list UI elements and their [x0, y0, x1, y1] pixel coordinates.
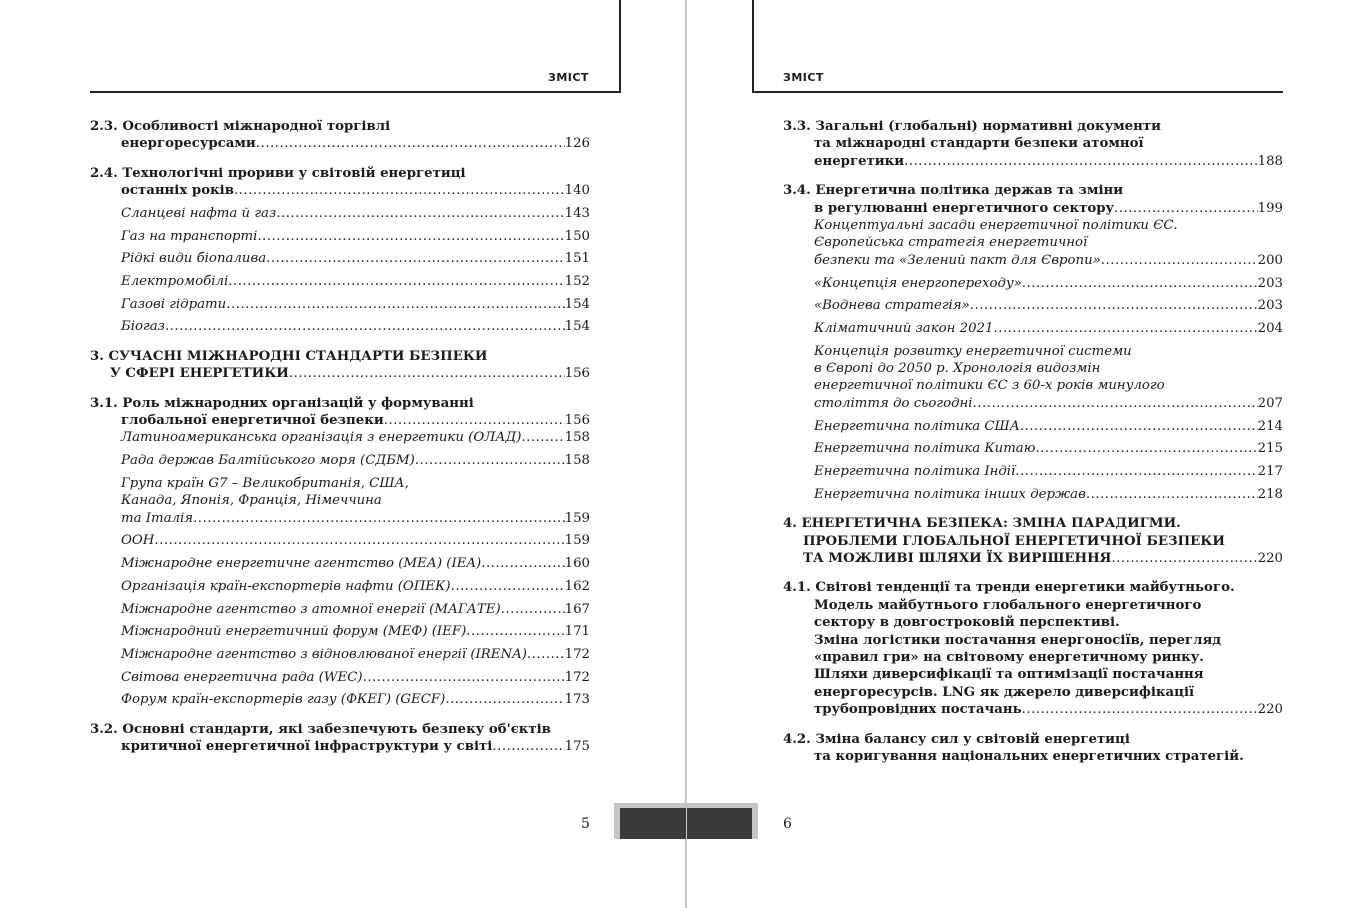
toc-entry-title: Енергетична політика Індії	[814, 463, 1016, 479]
toc-entry-title: ТА МОЖЛИВІ ШЛЯХИ ЇХ ВИРІШЕННЯ	[803, 550, 1112, 566]
toc-entry[interactable]	[90, 205, 590, 222]
toc-page-number: 175	[564, 739, 590, 755]
dot-leader	[266, 250, 564, 267]
toc-entry-title: останніх років	[121, 183, 234, 199]
toc-entry-line: сектору в довгостроковій перспективі.	[814, 615, 1120, 631]
toc-entry[interactable]	[90, 273, 590, 290]
header-vertical-rule	[619, 0, 621, 93]
toc-entry-line: Шляхи диверсифікації та оптимізації постачання	[814, 667, 1204, 683]
toc-entry-line: Зміна логістики постачання енергоносіїв, перегляд	[814, 632, 1222, 648]
toc-entry[interactable]	[90, 475, 590, 527]
toc-page-number: 156	[564, 366, 590, 382]
toc-entry[interactable]	[90, 601, 590, 618]
page-tab-left	[614, 803, 686, 839]
toc-entry-line: Канада, Японія, Франція, Німеччина	[121, 493, 382, 509]
toc-entry[interactable]	[783, 418, 1283, 435]
dot-leader	[384, 412, 565, 429]
toc-entry[interactable]	[90, 429, 590, 446]
toc-entry-line: 4.2. Зміна балансу сил у світовій енергетиці	[783, 731, 1130, 747]
toc-entry-title: Енергетична політика США	[814, 418, 1020, 434]
toc-entry[interactable]	[783, 118, 1283, 170]
toc-page-number: 154	[564, 319, 590, 335]
toc-entry-title: критичної енергетичної інфраструктури у світі	[121, 739, 493, 755]
toc-entry-line: ПРОБЛЕМИ ГЛОБАЛЬНОЇ ЕНЕРГЕТИЧНОЇ БЕЗПЕКИ	[803, 533, 1225, 549]
toc-entry[interactable]	[90, 721, 590, 756]
toc-entry-line: «правил гри» на світовому енергетичному ринку.	[814, 649, 1204, 665]
toc-page-number: 207	[1257, 395, 1283, 411]
toc-page-number: 215	[1257, 441, 1283, 457]
toc-entry-title: Міжнародне агентство з атомної енергії (МАГАТЕ)	[121, 601, 501, 617]
table-of-contents	[783, 118, 1283, 765]
toc-entry[interactable]	[90, 669, 590, 686]
toc-entry-line: 3.4. Енергетична політика держав та зміни	[783, 183, 1124, 199]
toc-entry-title: Міжнародне агентство з відновлюваної енергії (IRENA)	[121, 646, 527, 662]
dot-leader	[481, 555, 564, 572]
toc-entry-line: енергетичної політики ЄС з 60-х років минулого	[814, 378, 1165, 394]
toc-entry-line: та міжнародні стандарти безпеки атомної	[814, 136, 1144, 152]
toc-page-number: 200	[1257, 252, 1283, 268]
toc-entry[interactable]	[90, 165, 590, 200]
toc-entry-title: Кліматичний закон 2021	[814, 320, 994, 336]
toc-entry[interactable]	[90, 118, 590, 153]
toc-entry-title: Електромобілі	[121, 274, 229, 290]
dot-leader	[154, 532, 564, 549]
toc-entry-title: Енергетична політика Китаю	[814, 441, 1036, 457]
toc-entry[interactable]	[783, 320, 1283, 337]
toc-entry-title: Світова енергетична рада (WEC)	[121, 669, 363, 685]
toc-entry-line: Модель майбутнього глобального енергетичного	[814, 597, 1202, 613]
dot-leader	[466, 623, 564, 640]
toc-page-number: 150	[564, 228, 590, 244]
toc-entry-line: Концепція розвитку енергетичної системи	[814, 343, 1132, 359]
toc-entry[interactable]	[783, 579, 1283, 718]
toc-page-number: 154	[564, 296, 590, 312]
toc-entry[interactable]	[783, 463, 1283, 480]
dot-leader	[1101, 252, 1258, 269]
toc-entry-title: та Італія	[121, 510, 194, 526]
toc-entry-title: Рада держав Балтійського моря (СДБМ)	[121, 453, 415, 469]
toc-page-number: 160	[564, 556, 590, 572]
toc-page-number: 173	[564, 692, 590, 708]
toc-entry-line: 3.1. Роль міжнародних організацій у формуванні	[90, 395, 474, 411]
table-of-contents	[90, 118, 590, 756]
toc-entry-title: Біогаз	[121, 319, 165, 335]
toc-entry-line: 3. СУЧАСНІ МІЖНАРОДНІ СТАНДАРТИ БЕЗПЕКИ	[90, 348, 488, 364]
toc-entry-line: в Європі до 2050 р. Хронологія видозмін	[814, 361, 1101, 377]
page-number: 5	[581, 816, 590, 832]
toc-entry-line: 2.3. Особливості міжнародної торгівлі	[90, 119, 391, 134]
toc-page-number: 218	[1257, 486, 1283, 502]
toc-entry[interactable]	[90, 348, 590, 383]
dot-leader	[445, 691, 564, 708]
toc-entry-title: Латиноамериканська організація з енергетики (ОЛАД)	[121, 430, 522, 446]
toc-page-number: 158	[564, 453, 590, 469]
toc-entry-title: Енергетична політика інших держав	[814, 486, 1086, 502]
dot-leader	[289, 365, 565, 382]
toc-page-number: 199	[1257, 200, 1283, 216]
dot-leader	[527, 646, 565, 663]
toc-page-number: 167	[564, 601, 590, 617]
toc-entry[interactable]	[90, 532, 590, 549]
dot-leader	[228, 273, 564, 290]
toc-entry-title: Міжнародне енергетичне агентство (МЕА) (IEA)	[121, 556, 482, 572]
toc-entry-title: Форум країн-експортерів газу (ФКЕГ) (GECF)	[121, 692, 446, 708]
dot-leader	[1035, 440, 1257, 457]
toc-entry-title: енергоресурсами	[121, 136, 256, 152]
dot-leader	[1020, 418, 1258, 435]
dot-leader	[234, 182, 565, 199]
toc-page-number: 126	[564, 136, 590, 152]
toc-entry[interactable]	[90, 691, 590, 708]
dot-leader	[415, 452, 565, 469]
dot-leader	[1114, 200, 1258, 217]
toc-entry[interactable]	[90, 623, 590, 640]
toc-page-number: 172	[564, 646, 590, 662]
dot-leader	[904, 153, 1257, 170]
toc-entry-line: 4.1. Світові тенденції та тренди енергетики майбутнього.	[783, 580, 1235, 596]
toc-page-number: 188	[1257, 153, 1283, 169]
toc-entry-title: безпеки та «Зелений пакт для Європи»	[814, 252, 1101, 268]
dot-leader	[521, 429, 564, 446]
toc-entry[interactable]	[783, 217, 1283, 269]
toc-entry[interactable]	[90, 250, 590, 267]
toc-entry[interactable]	[90, 578, 590, 595]
dot-leader	[970, 297, 1258, 314]
toc-page-number: 172	[564, 669, 590, 685]
dot-leader	[1086, 486, 1258, 503]
toc-entry[interactable]	[90, 296, 590, 313]
toc-entry[interactable]	[90, 646, 590, 663]
toc-page-number: 151	[564, 251, 590, 267]
dot-leader	[973, 395, 1258, 412]
dot-leader	[1111, 550, 1257, 567]
header-vertical-rule	[752, 0, 754, 93]
running-head: ЗМІСТ	[548, 71, 589, 84]
toc-entry-title: «Концепція енергопереходу»	[814, 275, 1022, 291]
toc-entry-title: століття до сьогодні	[814, 395, 973, 411]
toc-entry[interactable]	[90, 555, 590, 572]
toc-entry-line: Європейська стратегія енергетичної	[814, 235, 1088, 251]
toc-page-number: 152	[564, 274, 590, 290]
toc-entry-title: трубопровідних постачань	[814, 702, 1022, 718]
toc-entry-line: 3.2. Основні стандарти, які забезпечують безпеку об'єктів	[90, 721, 551, 737]
dot-leader	[276, 205, 564, 222]
dot-leader	[993, 320, 1257, 337]
toc-entry-title: Рідкі види біопалива	[121, 251, 267, 267]
toc-entry[interactable]	[783, 275, 1283, 292]
dot-leader	[501, 601, 565, 618]
toc-page-number: 162	[564, 578, 590, 594]
dot-leader	[256, 135, 565, 152]
toc-entry[interactable]	[783, 515, 1283, 567]
toc-entry[interactable]	[90, 452, 590, 469]
toc-page-number: 171	[564, 624, 590, 640]
toc-entry-title: Організація країн-експортерів нафти (ОПЕК)	[121, 578, 451, 594]
toc-entry-line: 4. ЕНЕРГЕТИЧНА БЕЗПЕКА: ЗМІНА ПАРАДИГМИ.	[783, 516, 1181, 532]
toc-entry-line: 3.3. Загальні (глобальні) нормативні документи	[783, 119, 1161, 134]
toc-entry-title: глобальної енергетичної безпеки	[121, 413, 384, 429]
dot-leader	[363, 669, 565, 686]
dot-leader	[1022, 275, 1258, 292]
toc-entry-line: Група країн G7 – Великобританія, США,	[121, 475, 409, 491]
toc-entry-title: ООН	[121, 533, 155, 549]
toc-page-number: 158	[564, 430, 590, 446]
dot-leader	[451, 578, 565, 595]
toc-entry-line: енергоресурсів. LNG як джерело диверсифікації	[814, 684, 1195, 700]
toc-entry[interactable]	[783, 440, 1283, 457]
toc-page-number: 159	[564, 510, 590, 526]
toc-entry-line: Концептуальні засади енергетичної політики ЄС.	[814, 218, 1178, 234]
toc-page-number: 220	[1257, 550, 1283, 566]
toc-entry[interactable]	[783, 343, 1283, 413]
dot-leader	[1022, 701, 1258, 718]
toc-entry[interactable]	[783, 297, 1283, 314]
dot-leader	[193, 510, 565, 527]
page-number: 6	[783, 816, 792, 832]
toc-page-number: 140	[564, 183, 590, 199]
toc-page-number: 159	[564, 533, 590, 549]
toc-entry-line: та коригування національних енергетичних стратегій.	[814, 748, 1244, 764]
toc-entry-title: Міжнародний енергетичний форум (МЕФ) (IEF)	[121, 624, 467, 640]
toc-entry[interactable]	[783, 182, 1283, 217]
toc-page-number: 203	[1257, 298, 1283, 314]
header-rule	[90, 91, 621, 93]
toc-page-number: 204	[1257, 320, 1283, 336]
dot-leader	[492, 738, 564, 755]
toc-page-number: 203	[1257, 275, 1283, 291]
right-page	[686, 0, 1371, 908]
toc-page-number: 220	[1257, 702, 1283, 718]
toc-entry-title: Сланцеві нафта й газ	[121, 205, 277, 221]
toc-entry[interactable]	[783, 486, 1283, 503]
toc-entry[interactable]	[90, 228, 590, 245]
toc-entry-line: 2.4. Технологічні прориви у світовій енергетиці	[90, 165, 466, 181]
toc-entry-title: Газ на транспорті	[121, 228, 258, 244]
dot-leader	[165, 318, 565, 335]
toc-entry-title: енергетики	[814, 153, 905, 169]
toc-page-number: 143	[564, 205, 590, 221]
dot-leader	[226, 296, 564, 313]
toc-entry-title: «Воднева стратегія»	[814, 298, 970, 314]
toc-entry[interactable]	[90, 318, 590, 335]
toc-entry[interactable]	[90, 395, 590, 430]
toc-entry-title: Газові гідрати	[121, 296, 227, 312]
toc-entry[interactable]	[783, 731, 1283, 766]
toc-entry-title: У СФЕРІ ЕНЕРГЕТИКИ	[110, 366, 289, 382]
toc-page-number: 217	[1257, 463, 1283, 479]
dot-leader	[257, 228, 564, 245]
toc-entry-title: в регулюванні енергетичного сектору	[814, 200, 1115, 216]
header-rule	[752, 91, 1283, 93]
page-tab-right	[687, 803, 758, 839]
toc-page-number: 214	[1257, 418, 1283, 434]
running-head: ЗМІСТ	[783, 71, 824, 84]
dot-leader	[1015, 463, 1257, 480]
toc-page-number: 156	[564, 413, 590, 429]
